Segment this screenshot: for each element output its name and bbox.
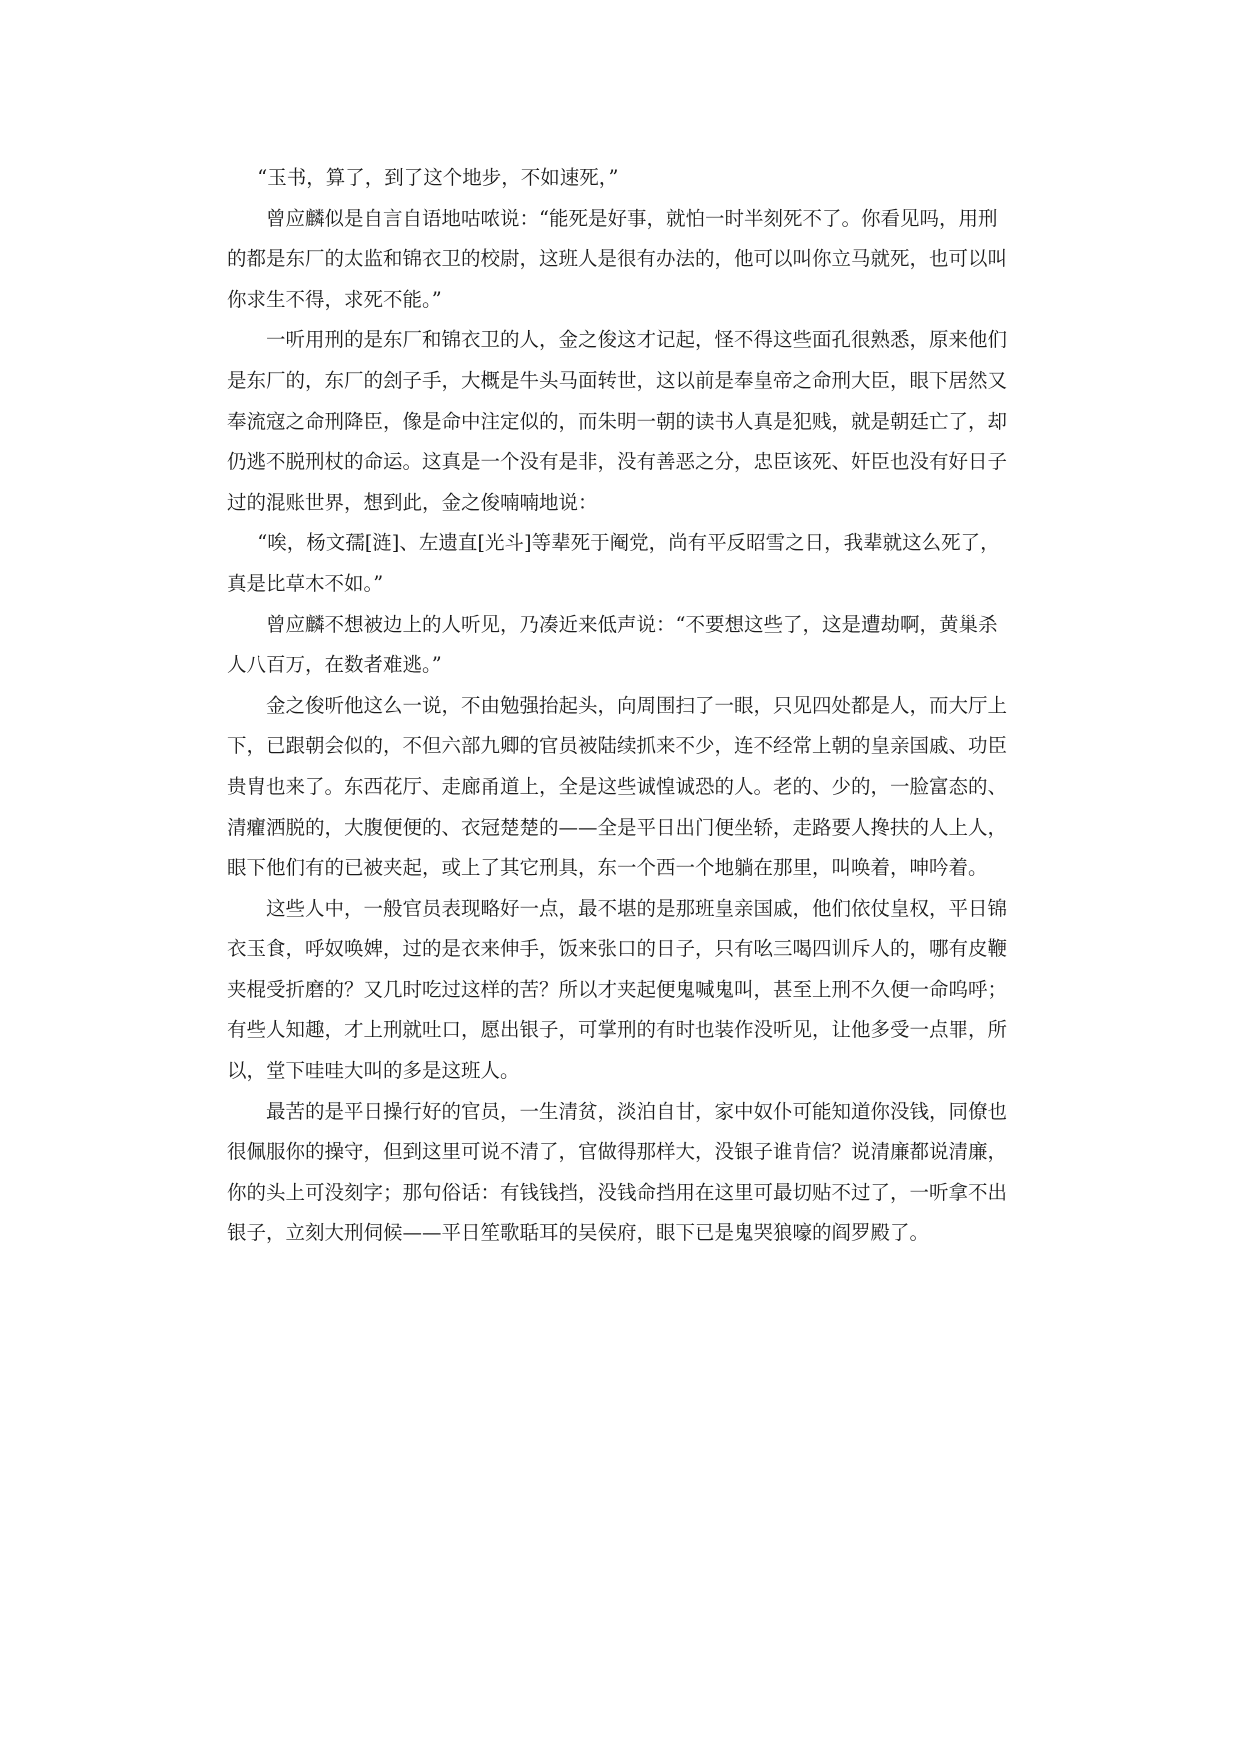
- text-line: 最苦的是平日操行好的官员，一生清贫，淡泊自甘，家中奴仆可能知道你没钱，同僚也: [266, 1099, 1008, 1123]
- text-line: 仍逃不脱刑杖的命运。这真是一个没有是非，没有善恶之分，忠臣该死、奸臣也没有好日子: [227, 450, 1008, 474]
- text-line: 银子，立刻大刑伺候——平日笙歌聒耳的吴侯府，眼下已是鬼哭狼嚎的阎罗殿了。: [227, 1221, 930, 1245]
- text-line: “唉，杨文孺[涟]、左遗直[光斗]等辈死于阉党，尚有平反昭雪之日，我辈就这么死了，: [257, 531, 1000, 555]
- text-line: 有些人知趣，才上刑就吐口，愿出银子，可掌刑的有时也装作没听见，让他多受一点罪，所: [227, 1018, 1008, 1042]
- text-line: 真是比草木不如。”: [227, 571, 384, 595]
- text-line: 清癯洒脱的，大腹便便的、衣冠楚楚的——全是平日出门便坐轿，走路要人搀扶的人上人，: [227, 815, 1008, 839]
- text-line: 你的头上可没刻字；那句俗话：有钱钱挡，没钱命挡用在这里可最切贴不过了，一听拿不出: [227, 1180, 1008, 1204]
- text-line: 曾应麟似是自言自语地咕哝说：“能死是好事，就怕一时半刻死不了。你看见吗，用刑: [266, 206, 998, 230]
- text-line: 金之俊听他这么一说，不由勉强抬起头，向周围扫了一眼，只见四处都是人，而大厅上: [266, 693, 1008, 717]
- text-line: 眼下他们有的已被夹起，或上了其它刑具，东一个西一个地躺在那里，叫唤着，呻吟着。: [227, 856, 988, 880]
- text-line: 很佩服你的操守，但到这里可说不清了，官做得那样大，没银子谁肯信？说清廉都说清廉，: [227, 1140, 1008, 1164]
- text-line: 以，堂下哇哇大叫的多是这班人。: [227, 1059, 520, 1083]
- text-line: 曾应麟不想被边上的人听见，乃凑近来低声说：“不要想这些了，这是遭劫啊，黄巢杀: [266, 612, 998, 636]
- text-line: 贵胄也来了。东西花厅、走廊甬道上，全是这些诚惶诚恐的人。老的、少的，一脸富态的、: [227, 774, 1008, 798]
- paragraph-8: [188, 1092, 1056, 1254]
- text-line: “玉书，算了，到了这个地步，不如速死，”: [257, 166, 619, 189]
- text-line: 的都是东厂的太监和锦衣卫的校尉，这班人是很有办法的，他可以叫你立马就死，也可以叫: [227, 247, 1008, 271]
- text-line: 这些人中，一般官员表现略好一点，最不堪的是那班皇亲国戚，他们依仗皇权，平日锦: [266, 896, 1008, 920]
- text-line: 奉流寇之命刑降臣，像是命中注定似的，而朱明一朝的读书人真是犯贱，就是朝廷亡了，却: [227, 409, 1008, 433]
- text-line: 是东厂的，东厂的刽子手，大概是牛头马面转世，这以前是奉皇帝之命刑大臣，眼下居然又: [227, 368, 1008, 392]
- text-line: 衣玉食，呼奴唤婢，过的是衣来伸手，饭来张口的日子，只有吆三喝四训斥人的，哪有皮鞭: [227, 937, 1008, 961]
- text-line: 夹棍受折磨的？又几时吃过这样的苦？所以才夹起便鬼喊鬼叫，甚至上刑不久便一命呜呼；: [227, 977, 1008, 1001]
- paragraph-1: [188, 158, 1056, 199]
- text-line: 你求生不得，求死不能。”: [227, 287, 442, 311]
- paragraph-7: [188, 889, 1056, 1092]
- text-line: 下，已跟朝会似的，不但六部九卿的官员被陆续抓来不少，连不经常上朝的皇亲国戚、功臣: [227, 734, 1008, 758]
- paragraph-3: [188, 320, 1056, 523]
- text-line: 过的混账世界，想到此，金之俊喃喃地说：: [227, 490, 598, 514]
- text-line: 人八百万，在数者难逃。”: [227, 653, 442, 677]
- text-line: 一听用刑的是东厂和锦衣卫的人，金之俊这才记起，怪不得这些面孔很熟悉，原来他们: [266, 328, 1008, 352]
- paragraph-2: [188, 199, 1056, 321]
- document-body: [188, 158, 1056, 1254]
- paragraph-6: [188, 686, 1056, 889]
- paragraph-5: [188, 605, 1056, 686]
- paragraph-4: [188, 523, 1056, 604]
